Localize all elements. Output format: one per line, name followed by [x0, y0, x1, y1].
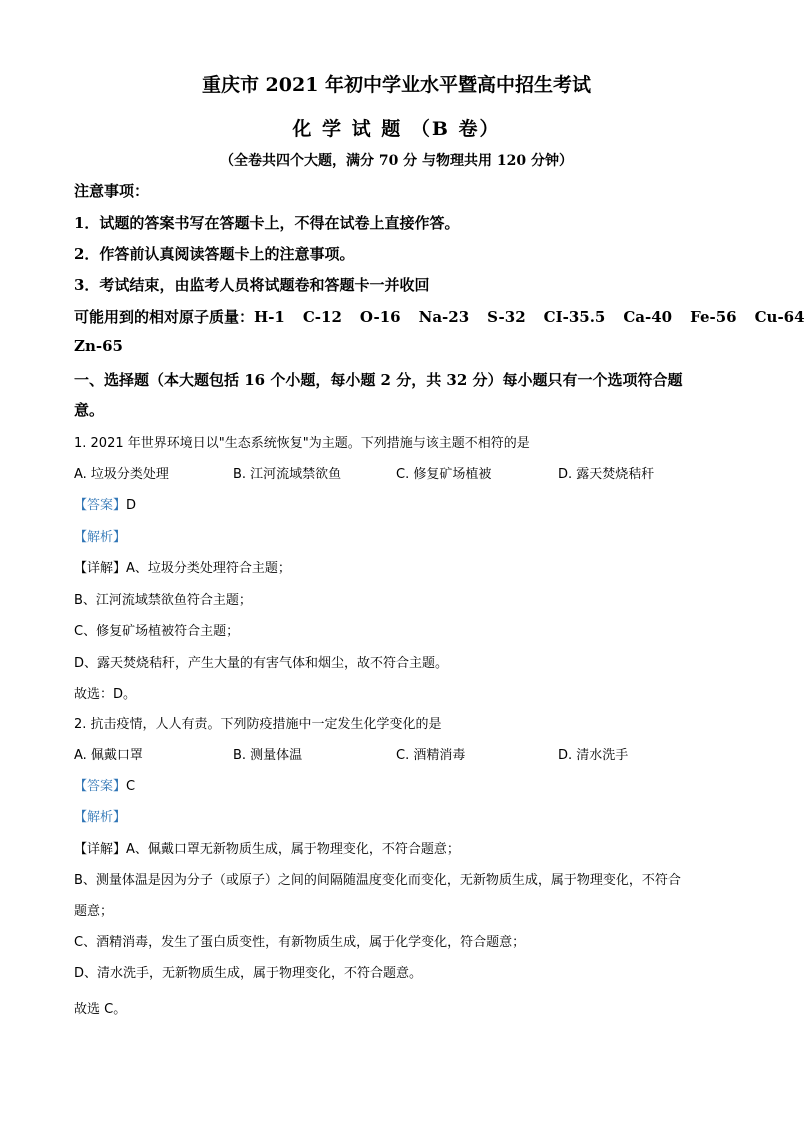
detail-line	[74, 838, 460, 857]
conclusion: 故选：D。	[74, 687, 137, 702]
atomic-mass-value: H-1	[254, 308, 285, 326]
answer-value: C	[126, 779, 136, 794]
atomic-mass-label: 可能用到的相对原子质量：	[74, 308, 255, 326]
detail-line: C、酒精消毒，发生了蛋白质变性，有新物质生成，属于化学变化，符合题意；	[74, 935, 526, 950]
notice-item: 2．作答前认真阅读答题卡上的注意事项。	[74, 245, 355, 263]
detail-label: 【详解】	[74, 842, 127, 857]
option-d: D. 清水洗手	[558, 748, 629, 763]
option-a: A. 佩戴口罩	[74, 748, 143, 763]
section-heading: 一、选择题（本大题包括 16 个小题，每小题 2 分，共 32 分）每小题只有一个选项符合题	[74, 371, 683, 389]
detail-line: C、修复矿场植被符合主题；	[74, 624, 240, 639]
section-heading-cont: 意。	[74, 401, 105, 419]
option-d: D. 露天焚烧秸秆	[558, 467, 655, 482]
atomic-mass-line	[74, 306, 805, 327]
answer-value: D	[126, 498, 137, 513]
detail-line: D、露天焚烧秸秆，产生大量的有害气体和烟尘，故不符合主题。	[74, 656, 449, 671]
detail-text: A、垃圾分类处理符合主题；	[126, 561, 291, 576]
option-b: B. 江河流域禁欲鱼	[233, 467, 342, 482]
option-c: C. 酒精消毒	[396, 748, 466, 763]
atomic-mass-value: CI-35.5	[543, 308, 606, 326]
exam-title: 重庆市 2021 年初中学业水平暨高中招生考试	[201, 74, 592, 96]
detail-line: B、测量体温是因为分子（或原子）之间的间隔随温度变化而变化，无新物质生成，属于物理变化，不符合	[74, 873, 681, 888]
atomic-mass-value: Ca-40	[623, 308, 673, 326]
atomic-mass-value: O-16	[359, 308, 401, 326]
detail-line: 题意；	[74, 904, 114, 919]
analysis-label: 【解析】	[74, 530, 127, 545]
answer-label: 【答案】	[74, 498, 127, 513]
option-c: C. 修复矿场植被	[396, 467, 492, 482]
detail-line	[74, 557, 291, 576]
notice-item: 3．考试结束，由监考人员将试题卷和答题卡一并收回	[74, 276, 430, 294]
detail-line: D、清水洗手，无新物质生成，属于物理变化，不符合题意。	[74, 966, 423, 981]
atomic-mass-value: C-12	[302, 308, 342, 326]
notice-item: 1．试题的答案书写在答题卡上，不得在试卷上直接作答。	[74, 214, 460, 232]
atomic-mass-value: Na-23	[418, 308, 470, 326]
detail-text: A、佩戴口罩无新物质生成，属于物理变化，不符合题意；	[126, 842, 460, 857]
option-a: A. 垃圾分类处理	[74, 467, 169, 482]
question-stem: 2. 抗击疫情，人人有责。下列防疫措施中一定发生化学变化的是	[74, 717, 442, 732]
answer-label: 【答案】	[74, 779, 127, 794]
atomic-mass-value: Fe-56	[690, 308, 737, 326]
atomic-mass-value: Cu-64	[754, 308, 805, 326]
notice-heading: 注意事项：	[74, 182, 150, 200]
detail-line: B、江河流域禁欲鱼符合主题；	[74, 593, 252, 608]
answer-line	[74, 494, 136, 513]
atomic-mass-value: S-32	[487, 308, 526, 326]
question-stem: 1. 2021 年世界环境日以"生态系统恢复"为主题。下列措施与该主题不相符的是	[74, 436, 530, 451]
option-b: B. 测量体温	[233, 748, 303, 763]
exam-subtitle: 化 学 试 题 （B 卷）	[292, 118, 501, 140]
detail-label: 【详解】	[74, 561, 127, 576]
analysis-label: 【解析】	[74, 810, 127, 825]
answer-line	[74, 775, 135, 794]
atomic-mass-wrap: Zn-65	[74, 337, 123, 355]
exam-duration-note: （全卷共四个大题，满分 70 分 与物理共用 120 分钟）	[219, 153, 574, 169]
conclusion: 故选 C。	[74, 1002, 127, 1017]
